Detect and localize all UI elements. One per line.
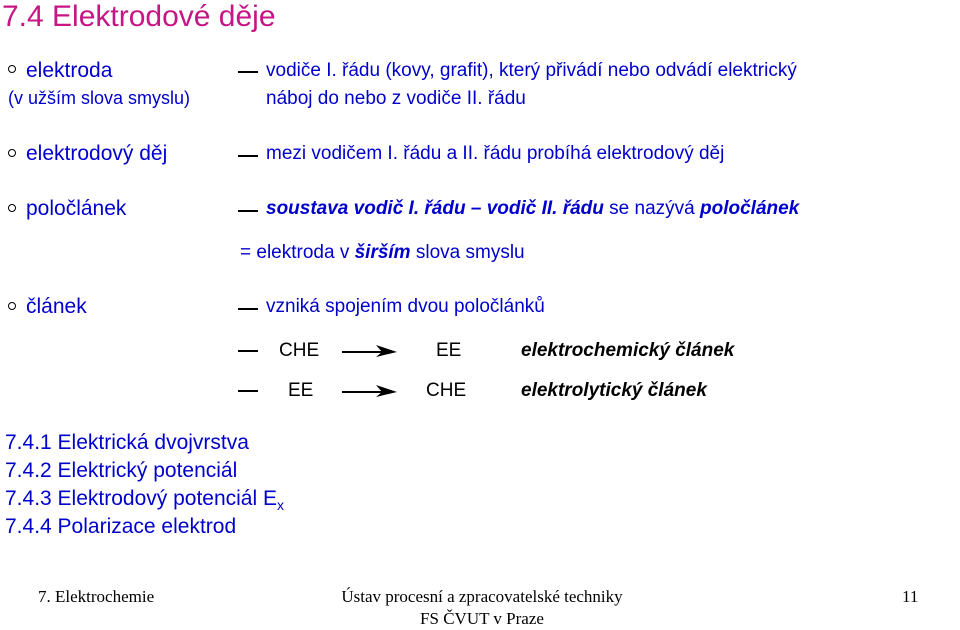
dash-icon bbox=[238, 71, 258, 73]
footer-center-line2: FS ČVUT v Praze bbox=[420, 609, 544, 628]
dash-icon bbox=[238, 350, 258, 352]
bullet-icon bbox=[8, 302, 16, 310]
line2-to: CHE bbox=[426, 380, 467, 401]
footer-left: 7. Elektrochemie bbox=[38, 587, 155, 606]
bullet-icon bbox=[8, 149, 16, 157]
desc-polclanek-equation bbox=[240, 240, 525, 265]
eq-prefix: = elektroda v bbox=[240, 242, 355, 263]
subsection-7-4-4: 7.4.4 Polarizace elektrod bbox=[5, 515, 237, 538]
desc-elektroda-line2: náboj do nebo z vodiče II. řádu bbox=[266, 88, 526, 109]
arrow-right-icon bbox=[342, 342, 398, 360]
desc-clanek: vzniká spojením dvou poločlánků bbox=[266, 296, 545, 317]
desc-polclanek-bold2: poločlánek bbox=[700, 198, 800, 219]
subsection-7-4-1: 7.4.1 Elektrická dvojvrstva bbox=[5, 431, 249, 454]
line2-from: EE bbox=[288, 380, 314, 401]
subsection-7-4-3-sub: x bbox=[277, 497, 284, 514]
subsection-7-4-3-main: 7.4.3 Elektrodový potenciál E bbox=[5, 487, 277, 510]
desc-polclanek bbox=[266, 196, 799, 221]
eq-suffix: slova smyslu bbox=[410, 242, 525, 263]
bullet-icon bbox=[8, 65, 16, 73]
term-elektrodovy-dej: elektrodový děj bbox=[26, 142, 168, 165]
dash-icon bbox=[238, 155, 258, 157]
line1-from: CHE bbox=[279, 340, 320, 361]
page-title: 7.4 Elektrodové děje bbox=[2, 0, 276, 33]
footer-center-line1: Ústav procesní a zpracovatelské techniky bbox=[341, 587, 623, 606]
desc-elektrodovy-dej: mezi vodičem I. řádu a II. řádu probíhá elektrodový děj bbox=[266, 143, 725, 164]
desc-polclanek-bold: soustava vodič I. řádu – vodič II. řádu bbox=[266, 198, 604, 219]
dash-icon bbox=[238, 210, 258, 212]
line2-label: elektrolytický článek bbox=[521, 380, 707, 401]
line1-to: EE bbox=[436, 340, 462, 361]
dash-icon bbox=[238, 390, 258, 392]
term-polclanek: poločlánek bbox=[26, 197, 127, 220]
desc-polclanek-plain: se nazývá bbox=[603, 198, 700, 219]
term-elektroda: elektroda bbox=[26, 59, 113, 82]
desc-elektroda-line1: vodiče I. řádu (kovy, grafit), který přivádí nebo odvádí elektrický bbox=[266, 60, 797, 81]
bullet-icon bbox=[8, 204, 16, 212]
subsection-7-4-2: 7.4.2 Elektrický potenciál bbox=[5, 459, 238, 482]
line1-label: elektrochemický článek bbox=[521, 340, 735, 361]
term-elektroda-note: (v užším slova smyslu) bbox=[8, 88, 191, 108]
dash-icon bbox=[238, 308, 258, 310]
page-number: 11 bbox=[902, 587, 919, 606]
eq-bold: širším bbox=[354, 242, 411, 263]
term-clanek: článek bbox=[26, 295, 87, 318]
arrow-right-icon bbox=[342, 382, 398, 400]
